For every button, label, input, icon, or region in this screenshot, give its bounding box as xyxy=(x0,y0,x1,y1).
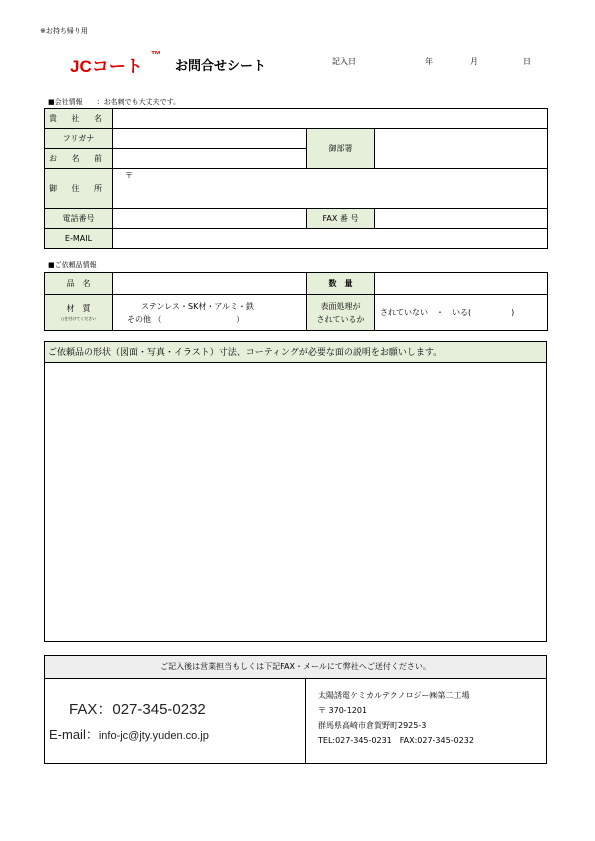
company-name: 太陽誘電ケミカルテクノロジー㈱第二工場 xyxy=(318,691,470,700)
material-label-cell xyxy=(45,295,113,331)
month-label: 月 xyxy=(470,57,478,66)
contact-box xyxy=(44,655,547,764)
email-address-label: E-mail： xyxy=(49,727,99,742)
material-note: ○を付けてください xyxy=(60,316,97,321)
company-info-table xyxy=(44,108,548,249)
description-area[interactable] xyxy=(45,363,546,641)
phone-label: 電話番号 xyxy=(45,209,113,229)
contact-fax-email xyxy=(45,678,306,764)
company-address-block xyxy=(318,688,474,748)
fax-number-line xyxy=(69,698,206,719)
name-label: お 名 前 xyxy=(45,149,113,169)
fax-number: 027-345-0232 xyxy=(112,701,206,718)
product-name-field[interactable] xyxy=(113,273,307,295)
company-section-title: ■会社情報 ：お名刺でも大丈夫です。 xyxy=(48,98,181,106)
surface-label-line1: 表面処理が xyxy=(320,301,361,311)
description-header: ご依頼品の形状（図面・写真・イラスト）寸法、コーティングが必要な面の説明をお願いします。 xyxy=(45,342,546,363)
fax-number-label: FAX： xyxy=(69,701,113,718)
department-label: 御部署 xyxy=(307,129,375,169)
product-info-table xyxy=(44,272,548,331)
surface-treatment-field[interactable]: されていない ・ いる( ) xyxy=(375,295,548,331)
page-title: お問合せシート xyxy=(175,59,267,74)
quantity-label: 数 量 xyxy=(307,273,375,295)
fax-label: FAX 番 号 xyxy=(307,209,375,229)
material-options: ステンレス・SK材・アルミ・鉄 xyxy=(141,301,255,311)
company-tel-fax: TEL:027-345-0231 FAX:027-345-0232 xyxy=(318,736,474,745)
email-field[interactable] xyxy=(113,229,548,249)
take-home-note: ※お持ち帰り用 xyxy=(40,27,88,35)
description-box xyxy=(44,341,547,642)
phone-field[interactable] xyxy=(113,209,307,229)
email-line xyxy=(49,724,209,743)
product-section-title: ■ご依頼品情報 xyxy=(48,261,97,269)
entry-date-label: 記入日 xyxy=(332,57,356,66)
product-name-label: 品 名 xyxy=(45,273,113,295)
company-postal: 〒 370-1201 xyxy=(318,706,368,715)
name-field[interactable] xyxy=(113,149,307,169)
material-other: その他 （ ） xyxy=(127,314,245,324)
department-field[interactable] xyxy=(375,129,548,169)
contact-header: ご記入後は営業担当もしくは下記FAX・メールにて弊社へご送付ください。 xyxy=(45,656,546,679)
company-address: 群馬県高崎市倉賀野町2925-3 xyxy=(318,721,427,730)
surface-treatment-label-cell xyxy=(307,295,375,331)
email-address[interactable]: info-jc@jty.yuden.co.jp xyxy=(98,730,209,742)
jc-coat-logo: JCコート xyxy=(70,57,143,76)
company-name-field[interactable] xyxy=(113,109,548,129)
postal-mark: 〒 xyxy=(125,171,133,180)
furigana-label: フリガナ xyxy=(45,129,113,149)
company-name-label: 貴 社 名 xyxy=(45,109,113,129)
address-field[interactable] xyxy=(113,169,548,209)
trademark-mark: ™ xyxy=(151,50,161,61)
surface-label-line2: されているか xyxy=(316,314,365,324)
address-label: 御 住 所 xyxy=(45,169,113,209)
material-options-field[interactable] xyxy=(113,295,307,331)
material-label: 材 質 xyxy=(66,304,91,313)
email-label: E-MAIL xyxy=(45,229,113,249)
furigana-field[interactable] xyxy=(113,129,307,149)
year-label: 年 xyxy=(425,57,433,66)
quantity-field[interactable] xyxy=(375,273,548,295)
fax-field[interactable] xyxy=(375,209,548,229)
day-label: 日 xyxy=(523,57,531,66)
